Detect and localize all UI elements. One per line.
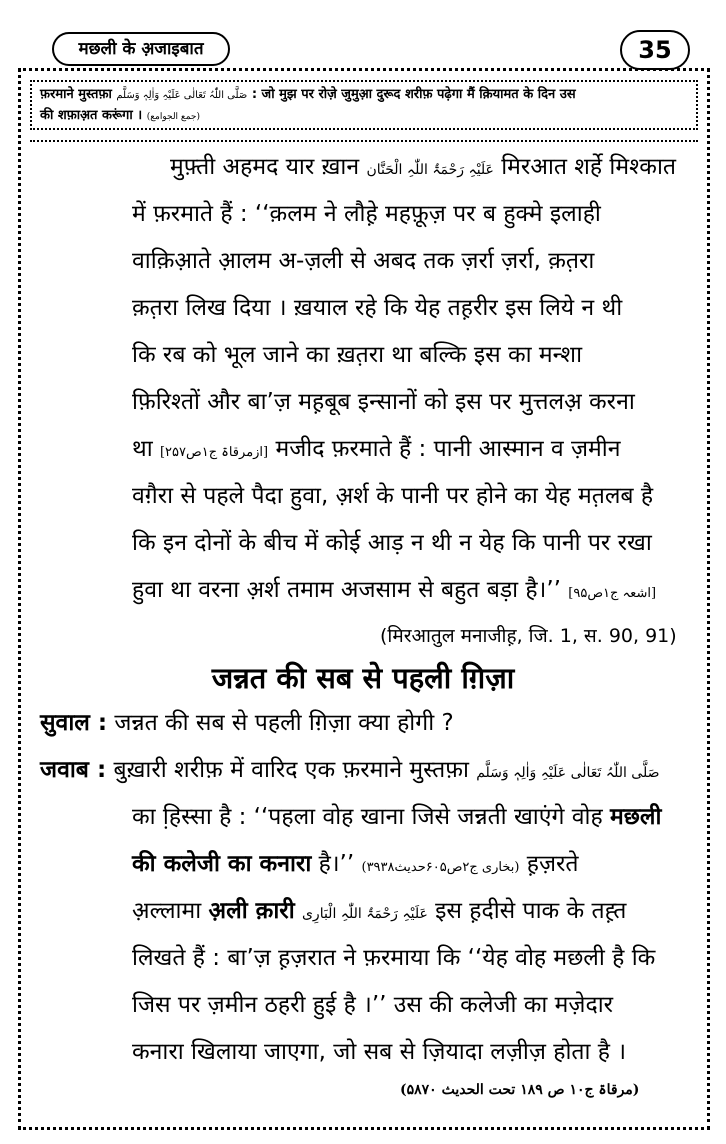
banner-text-2: की शफ़ाअ़त करूंगा । (40, 108, 143, 123)
answer-line3-bold: की कलेजी का कनारा (132, 851, 312, 877)
answer-line-3 (132, 849, 579, 883)
footer-reference: (مرقاۃ ج۱۰ ص ۱۸۹ تحت الحدیث ۵۸۷۰) (400, 1082, 640, 1098)
para1-line10-a: हुवा था वरना अ़र्श तमाम अजसाम से बहुत बड़ा है।’’ (132, 577, 561, 603)
para1-honorific: عَلَیْہِ رَحْمَۃُ اللّٰہِ الْحَنَّان (366, 162, 494, 178)
question-label: सुवाल : (40, 710, 108, 736)
para1-line-5: कि रब को भूल जाने का ख़त़रा था बल्कि इस का मन्शा (132, 342, 583, 368)
answer-line3-reference: (بخاری ج۲ص۶۰۵حدیث۳۹۳۸) (361, 860, 520, 875)
para1-line-6: फ़िरिश्तों और बा’ज़ मह़बूब इन्सानों को इस पर मुत्तलअ़ करना (132, 389, 635, 415)
banner-label: फ़रमाने मुस्तफ़ा (40, 87, 112, 102)
banner-reference: (جمع الجوامع) (146, 112, 200, 122)
answer-label: जवाब : (40, 757, 107, 783)
question-line (40, 708, 454, 738)
answer-line4-honorific: عَلَیْہِ رَحْمَۃُ اللّٰہِ الْبَارِی (301, 906, 428, 922)
answer-line2-a: का हि़स्सा है : ‘‘पहला वोह खाना जिसे जन्नती खाएंगे वोह (132, 804, 603, 830)
banner-line-2 (40, 106, 688, 127)
answer-line3-a: है।’’ (318, 851, 355, 877)
para1-line1-b: मिरआत शर्हे मिश्कात (501, 154, 677, 180)
citation-mirat: (मिरआतुल मनाजीह़, जि. 1, स. 90, 91) (380, 625, 677, 647)
banner-text-1: : जो मुझ पर रोजे़ जुमुआ़ दुरूद शरीफ़ पढे़गा मैं क़ियामत के दिन उस (251, 87, 576, 102)
hadith-banner (30, 80, 698, 130)
book-title: मछली के अ़जाइबात (52, 32, 230, 66)
para1-line-7 (132, 434, 621, 468)
answer-line-7: कनारा खिलाया जाएगा, जो सब से ज़ियादा लज़ीज़ होता है । (132, 1039, 627, 1065)
page-number: 35 (620, 30, 690, 70)
para1-line7-a: था (132, 436, 153, 462)
para1-line-1 (170, 152, 676, 185)
para1-line-2: में फ़रमाते हैं : ‘‘क़लम ने लौहे़ महफ़ूज़ पर ब हुक्मे इलाही (132, 201, 601, 227)
para1-line-10 (132, 575, 656, 609)
banner-line-1 (40, 85, 688, 106)
answer-salutation: صَلَّی اللّٰہُ تَعَالٰی عَلَیْہِ وَاٰلِہٖ وَسَلَّم (476, 765, 660, 781)
para1-line-3: वाक़िआ़ते आ़लम अ-ज़ली से अबद तक ज़र्रा ज़र्रा, क़त़रा (132, 248, 595, 274)
answer-line4-a: अ़ल्लामा (132, 898, 202, 924)
answer-line1-text: बुख़ारी शरीफ़ में वारिद एक फ़रमाने मुस्तफ़ा (113, 757, 469, 783)
para1-line1-a: मुफ़्ती अहमद यार ख़ान (170, 154, 360, 180)
para1-line10-reference: [اشعہ ج۱ص۹۵] (568, 586, 657, 601)
banner-divider (30, 140, 698, 142)
answer-line-2 (132, 802, 661, 832)
section-heading: जन्नत की सब से पहली ग़िज़ा (211, 661, 515, 695)
answer-line-5: लिखते हैं : बा’ज़ ह़ज़रात ने फ़रमाया कि ‘‘येह वोह मछली है कि (132, 945, 656, 971)
answer-line3-b: ह़ज़रते (526, 851, 579, 877)
para1-line7-reference: [ازمرقاۃ ج۱ص۲۵۷] (159, 445, 269, 460)
question-text: जन्नत की सब से पहली ग़िज़ा क्या होगी ? (114, 710, 454, 736)
para1-line-9: कि इन दोनों के बीच में कोई आड़ न थी न येह कि पानी पर रखा (132, 530, 652, 556)
answer-line-1 (40, 755, 660, 788)
answer-line4-bold: अ़ली क़ारी (208, 898, 295, 924)
para1-line7-b: मजीद फ़रमाते हैं : पानी आस्मान व ज़मीन (275, 436, 621, 462)
answer-line-4 (132, 896, 626, 929)
para1-line-8: वग़ैरा से पहले पैदा हुवा, अ़र्श के पानी पर होने का येह मत़लब है (132, 483, 654, 509)
para1-line-4: क़त़रा लिख दिया । ख़याल रहे कि येह तह़रीर इस लिये न थी (132, 295, 623, 321)
answer-line-6: जिस पर ज़मीन ठहरी हुई है ।’’ उस की कलेजी का मज़ेदार (132, 992, 614, 1018)
banner-salutation: صَلَّی اللّٰہُ تَعَالٰی عَلَیْہِ وَاٰلِہٖ وَسَلَّم (116, 90, 248, 101)
answer-line2-bold: मछली (609, 804, 662, 830)
answer-line4-b: इस ह़दीसे पाक के तह़्त (435, 898, 627, 924)
